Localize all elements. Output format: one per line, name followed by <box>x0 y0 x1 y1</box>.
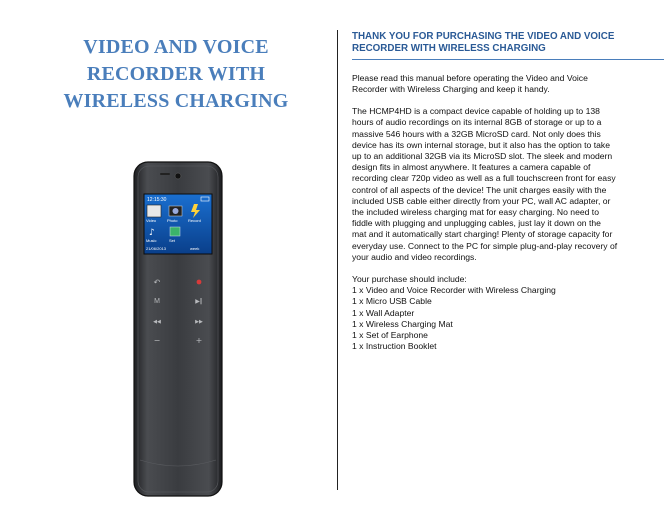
menu-record-label: Record <box>188 218 201 223</box>
title-line: WIRELESS CHARGING <box>63 90 289 112</box>
manual-body <box>352 31 664 352</box>
menu-music-label: Music <box>146 238 157 243</box>
heading-line: THANK YOU FOR PURCHASING THE VIDEO AND VOICE <box>352 31 615 42</box>
package-heading: Your purchase should include: <box>352 274 467 285</box>
list-item: 1 x Instruction Booklet <box>352 341 437 352</box>
text-line: recording clear 720p video as well as a full touchscreen front for easy <box>352 173 616 184</box>
device-photo <box>130 160 226 500</box>
screen-date: 21/06/2013 <box>146 246 167 251</box>
list-item: 1 x Micro USB Cable <box>352 296 432 307</box>
section-heading <box>352 31 664 60</box>
text-line: everyday use. Connect to the PC for simple plug-and-play recovery of <box>352 240 618 251</box>
column-divider <box>337 30 338 490</box>
heading-line: RECORDER WITH WIRELESS CHARGING <box>352 43 546 55</box>
title-line: VIDEO AND VOICE <box>83 36 269 58</box>
intro-paragraph <box>352 73 664 95</box>
back-icon: ↶ <box>153 278 161 287</box>
rewind-icon: ◀◀ <box>153 319 161 325</box>
recorder-device-image <box>130 160 226 500</box>
settings-icon <box>170 227 180 236</box>
menu-video-label: Video <box>146 218 157 223</box>
play-pause-icon: ▶‖ <box>195 298 203 305</box>
text-line: mat and it automatically start charging! Plenty of storage capacity for <box>352 229 613 240</box>
document-title <box>40 34 312 115</box>
text-line: the included wireless charging mat for easy charging. No need to <box>352 207 599 218</box>
text-line: up to an additional 32GB via its MicroSD slot. The sleek and modern <box>352 151 613 162</box>
menu-icon: M <box>154 298 160 305</box>
menu-photo-label: Photo <box>167 218 178 223</box>
text-line: control of all aspects of the device! The unit charges easily with the <box>352 184 607 195</box>
screen-time: 12:15:30 <box>147 197 167 203</box>
text-line: included USB cable either directly from your PC, wall AC adapter, or <box>352 195 611 206</box>
volume-up-icon: + <box>195 336 203 345</box>
text-line: Please read this manual before operating the Video and Voice <box>352 72 588 83</box>
text-line: fiddle with plugging and unplugging cables, just lay it down on the <box>352 218 601 229</box>
text-line: your audio and video recordings. <box>352 251 477 262</box>
text-line: Recorder with Wireless Charging and keep it handy. <box>352 84 550 95</box>
title-line: RECORDER WITH <box>86 63 266 85</box>
video-icon <box>147 205 161 217</box>
menu-set-label: Set <box>169 238 176 243</box>
text-line: design fits in almost anywhere. It features a camera capable of <box>352 162 591 173</box>
text-line: massive 546 hours with a 32GB MicroSD card. Not only does this <box>352 128 601 139</box>
package-contents <box>352 274 664 352</box>
text-line: The HCMP4HD is a compact device capable of holding up to 138 <box>352 106 600 117</box>
music-icon: ♪ <box>149 228 155 238</box>
fast-forward-icon: ▶▶ <box>195 319 203 325</box>
package-list <box>352 285 664 352</box>
list-item: 1 x Set of Earphone <box>352 330 428 341</box>
list-item: 1 x Wall Adapter <box>352 307 415 318</box>
text-line: hours of audio recordings on its internal 8GB of storage or up to a <box>352 117 602 128</box>
screen-week: week <box>190 246 200 251</box>
list-item: 1 x Video and Voice Recorder with Wireless Charging <box>352 285 556 296</box>
list-item: 1 x Wireless Charging Mat <box>352 318 453 329</box>
text-line: device has its own internal storage, but it also has the option to take <box>352 139 610 150</box>
record-button-icon <box>197 280 202 285</box>
description-paragraph <box>352 106 664 263</box>
volume-down-icon: − <box>153 336 161 345</box>
